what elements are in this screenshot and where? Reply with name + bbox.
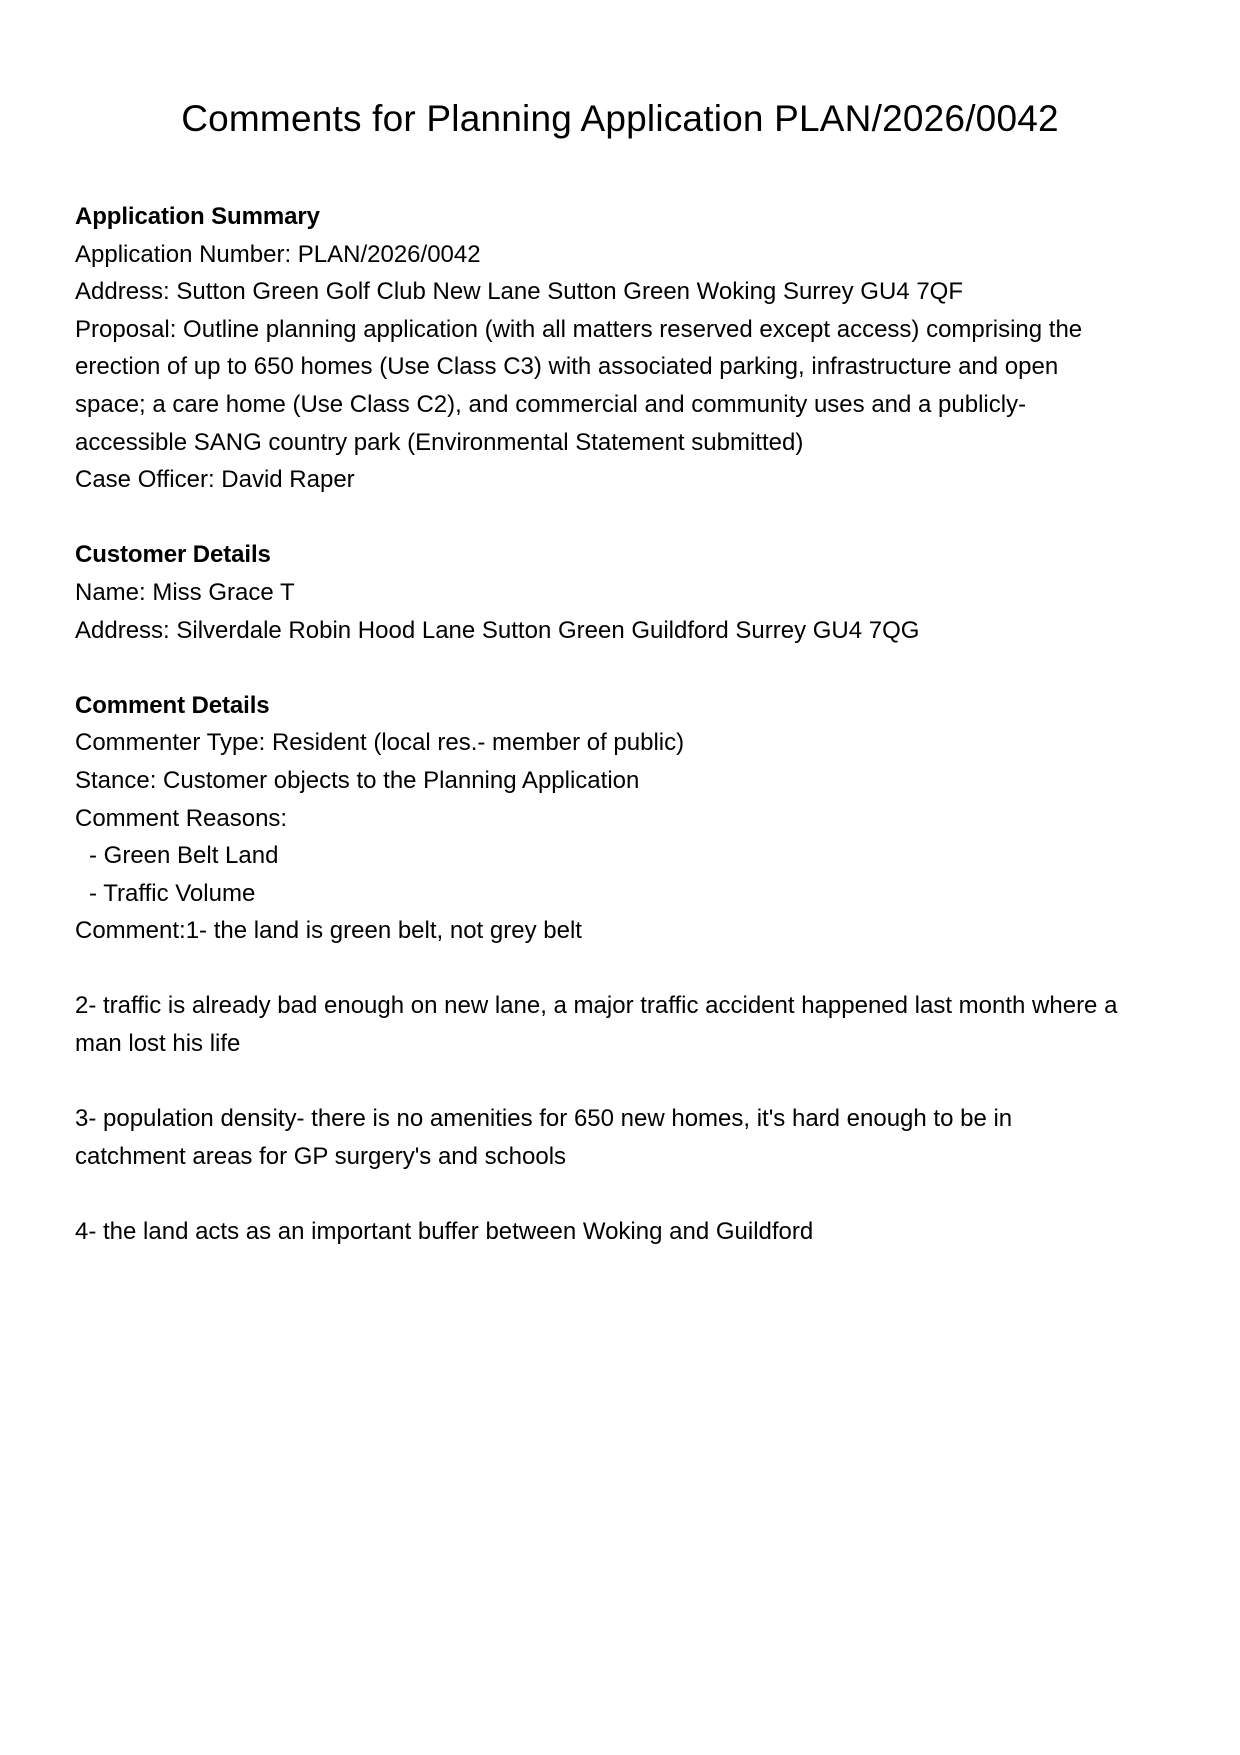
application-number: Application Number: PLAN/2026/0042	[75, 240, 481, 268]
case-officer: Case Officer: David Raper	[75, 466, 355, 494]
customer-details-heading: Customer Details	[75, 541, 271, 569]
comment-paragraph-1: Comment:1- the land is green belt, not grey belt	[75, 917, 582, 945]
proposal-line-2: erection of up to 650 homes (Use Class C3) with associated parking, infrastructure and open	[75, 353, 1059, 381]
comment-paragraph-4: 4- the land acts as an important buffer between Woking and Guildford	[75, 1218, 814, 1246]
commenter-type: Commenter Type: Resident (local res.- member of public)	[75, 729, 685, 757]
comment-reason-item: - Green Belt Land	[89, 842, 279, 870]
comment-details-heading: Comment Details	[75, 691, 270, 719]
comment-paragraph-2-line-2: man lost his life	[75, 1030, 241, 1058]
document-content	[75, 198, 1175, 1251]
paragraph-spacer	[75, 950, 1175, 988]
comment-details-section	[75, 687, 1175, 1251]
comment-paragraph-3-line-2: catchment areas for GP surgery's and schools	[75, 1142, 567, 1170]
paragraph-spacer	[75, 1063, 1175, 1101]
comment-reasons-label: Comment Reasons:	[75, 804, 288, 832]
application-address: Address: Sutton Green Golf Club New Lane Sutton Green Woking Surrey GU4 7QF	[75, 278, 963, 306]
application-summary-section	[75, 198, 1175, 499]
page-title: Comments for Planning Application PLAN/2026/0042	[181, 98, 1059, 139]
customer-details-section	[75, 536, 1175, 649]
paragraph-spacer	[75, 1175, 1175, 1213]
proposal-line-3: space; a care home (Use Class C2), and commercial and community uses and a publicly-	[75, 390, 1027, 418]
application-summary-heading: Application Summary	[75, 203, 320, 230]
comment-paragraph-3-line-1: 3- population density- there is no amenities for 650 new homes, it's hard enough to be in	[75, 1105, 1013, 1133]
proposal-line-4: accessible SANG country park (Environmental Statement submitted)	[75, 428, 804, 456]
customer-name: Name: Miss Grace T	[75, 578, 295, 606]
comment-paragraph-2-line-1: 2- traffic is already bad enough on new lane, a major traffic accident happened last month where a	[75, 992, 1118, 1020]
stance: Stance: Customer objects to the Planning Application	[75, 766, 640, 794]
customer-address: Address: Silverdale Robin Hood Lane Sutton Green Guildford Surrey GU4 7QG	[75, 616, 920, 644]
comment-reason-item: - Traffic Volume	[89, 879, 256, 907]
proposal-line-1: Proposal: Outline planning application (with all matters reserved except access) comprising the	[75, 315, 1083, 343]
